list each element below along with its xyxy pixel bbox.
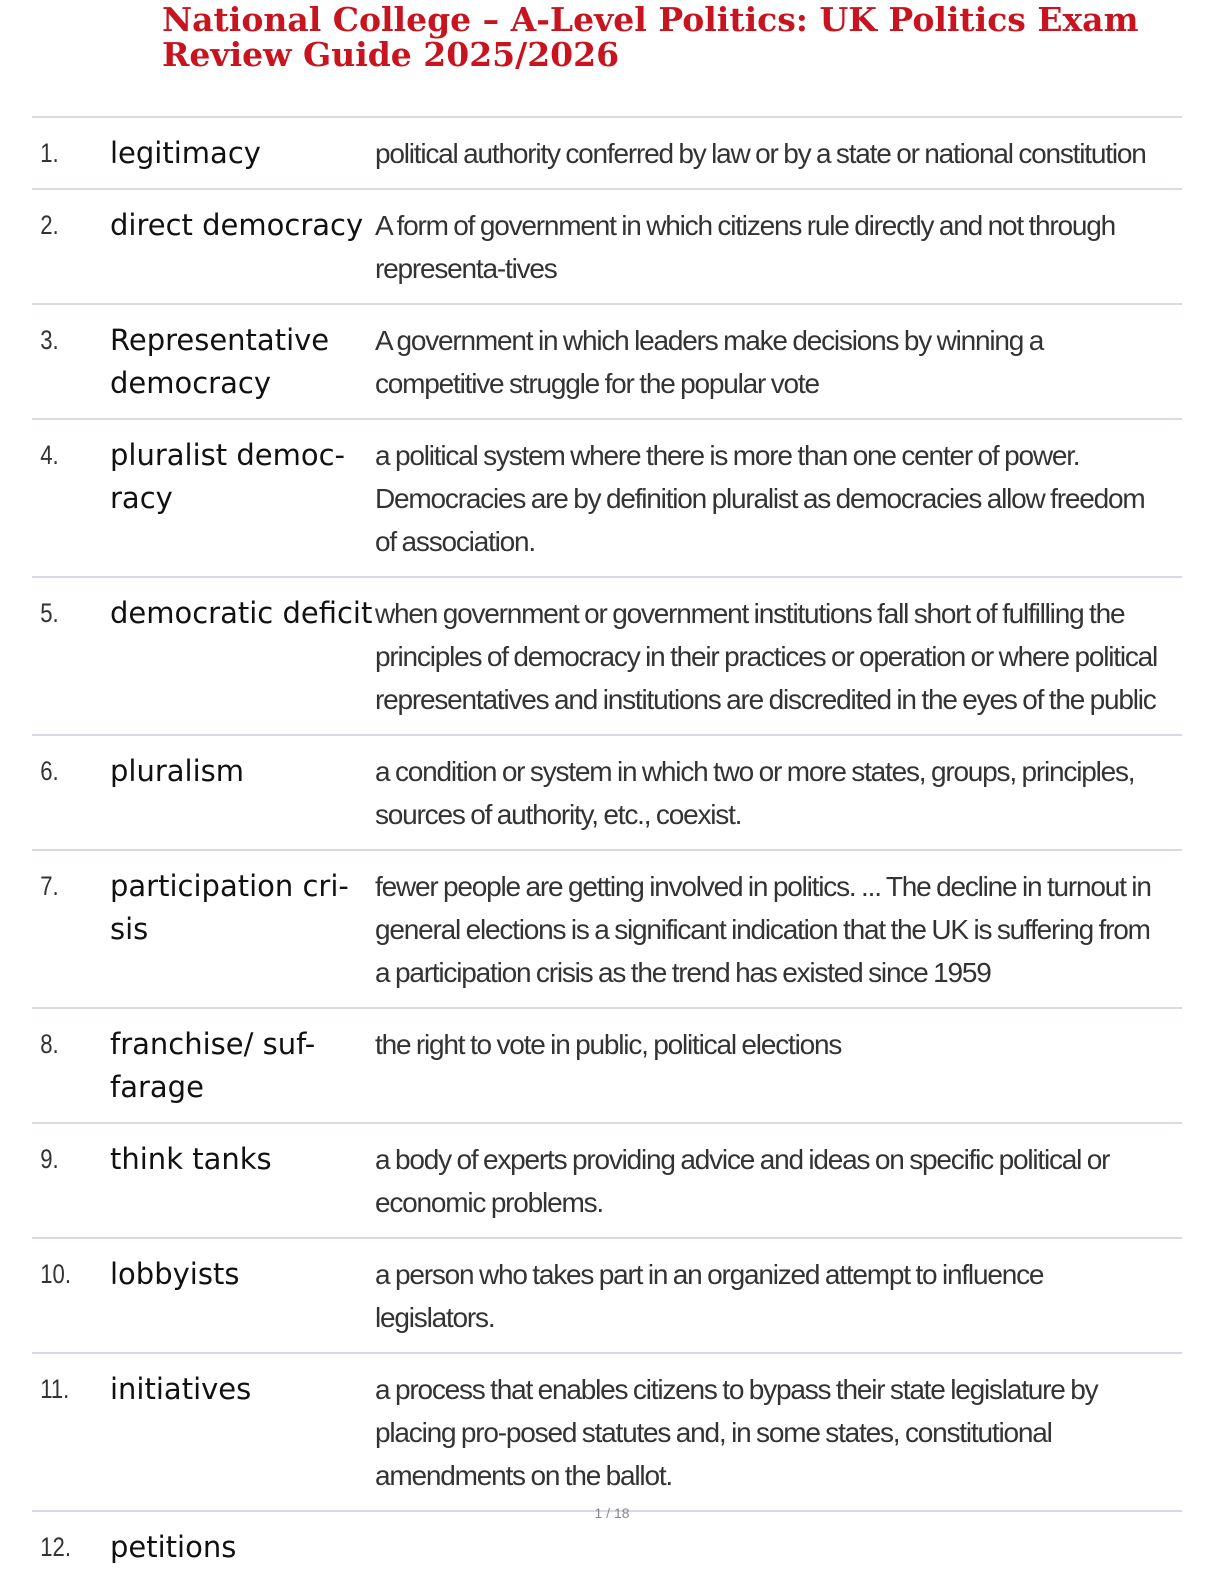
term-name: participation cri-sis (110, 869, 349, 946)
page-title: National College – A-Level Politics: UK Politics Exam Review Guide 2025/2026 (162, 0, 1139, 74)
term-definition: A form of government in which citizens rule directly and not through representa-tives (375, 210, 1116, 284)
term-number: 12. (40, 1532, 71, 1562)
term-name: democratic deficit (110, 596, 373, 630)
term-definition: the right to vote in public, political elections (375, 1029, 842, 1060)
term-row (32, 1354, 1182, 1512)
term-number: 2. (40, 210, 59, 240)
term-name: initiatives (110, 1372, 252, 1406)
term-number: 1. (40, 138, 59, 168)
term-row (32, 1512, 1182, 1582)
term-row (32, 851, 1182, 1009)
term-row (32, 736, 1182, 851)
term-definition: when government or government institutions fall short of fulfilling the principles of democracy in their practices or operation or where political representatives and institutions are discredited in the eyes of the public (375, 598, 1158, 715)
term-name: pluralist democ-racy (110, 438, 346, 515)
term-number: 4. (40, 440, 59, 470)
term-row (32, 118, 1182, 190)
term-number: 8. (40, 1029, 59, 1059)
term-definition: a body of experts providing advice and ideas on specific political or economic problems. (375, 1144, 1110, 1218)
term-row (32, 420, 1182, 578)
term-number: 7. (40, 871, 59, 901)
term-name: direct democracy (110, 208, 364, 242)
term-row (32, 190, 1182, 305)
term-definition: a condition or system in which two or more states, groups, principles, sources of authority, etc., coexist. (375, 756, 1135, 830)
term-name: Representative democracy (110, 323, 330, 400)
term-name: petitions (110, 1530, 237, 1564)
term-number: 9. (40, 1144, 59, 1174)
term-name: pluralism (110, 754, 245, 788)
term-number: 5. (40, 598, 59, 628)
term-name: legitimacy (110, 136, 261, 170)
term-name: lobbyists (110, 1257, 240, 1291)
term-definition: a person who takes part in an organized attempt to influence legislators. (375, 1259, 1044, 1333)
term-number: 10. (40, 1259, 71, 1289)
term-definition: fewer people are getting involved in politics. ... The decline in turnout in general elections is a significant indication that the UK is suffering from a participation crisis as the trend has existed since 1959 (375, 871, 1151, 988)
term-number: 6. (40, 756, 59, 786)
term-number: 11. (40, 1374, 70, 1404)
terms-table (32, 116, 1182, 1582)
term-definition: A government in which leaders make decisions by winning a competitive struggle for the popular vote (375, 325, 1044, 399)
term-definition: a process that enables citizens to bypass their state legislature by placing pro-posed statutes and, in some states, constitutional amendments on the ballot. (375, 1374, 1098, 1491)
term-row (32, 1009, 1182, 1124)
term-row (32, 1239, 1182, 1354)
term-row (32, 1124, 1182, 1239)
term-definition: political authority conferred by law or by a state or national constitution (375, 138, 1146, 169)
term-number: 3. (40, 325, 59, 355)
page-number: 1 / 18 (594, 1505, 630, 1521)
term-name: think tanks (110, 1142, 272, 1176)
term-row (32, 578, 1182, 736)
term-definition: a political system where there is more than one center of power. Democracies are by definition pluralist as democracies allow freedom of association. (375, 440, 1145, 557)
term-row (32, 305, 1182, 420)
term-name: franchise/ suf-farage (110, 1027, 316, 1104)
